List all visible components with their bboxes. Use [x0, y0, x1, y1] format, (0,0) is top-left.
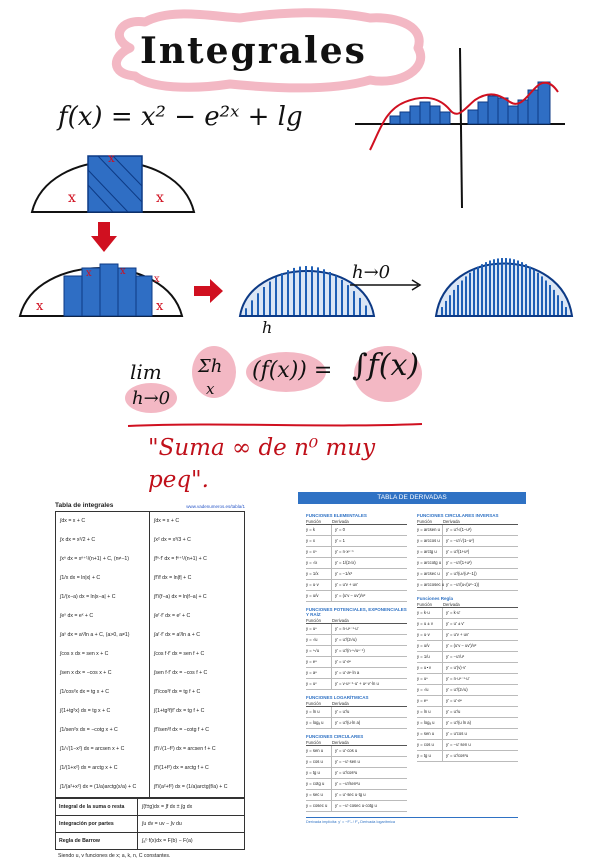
y-axis: [460, 48, 462, 208]
derivative-function: y = tg u: [306, 768, 332, 778]
derivative-result: y' = u'(v)·v': [446, 665, 466, 670]
derivative-result: y' = u'/(n·ⁿ√uⁿ⁻¹): [335, 648, 365, 653]
page-title: Integrales: [140, 30, 367, 72]
derivative-function: y = 1/u: [417, 652, 443, 662]
derivative-result: y' = (u'v − uv')/v²: [446, 643, 477, 648]
derivative-result: y' = 1/(2√x): [335, 560, 356, 565]
derivative-row: [306, 790, 407, 801]
integral-expression: ∫f(x): [352, 348, 420, 383]
integral-formula: ∫x dx = x²/2 + C: [56, 531, 150, 550]
derivative-function: y = √x: [306, 558, 332, 568]
derivative-function: y = uⁿ: [306, 624, 332, 634]
derivative-row: [306, 525, 407, 536]
derivatives-section-title: FUNCIONES ELEMENTALES: [306, 513, 367, 518]
derivative-result: y' = v·uᵛ⁻¹·u' + uᵛ·v'·ln u: [335, 681, 379, 686]
derivative-result: y' = u'/(u√(u²−1)): [446, 571, 477, 576]
derivative-row: [306, 768, 407, 779]
arrow-down-icon: [90, 222, 118, 254]
derivative-row: [306, 569, 407, 580]
derivative-result: y' = u'/(1+u²): [446, 549, 470, 554]
svg-text:x: x: [36, 299, 44, 314]
derivative-function: y = arccotg u: [417, 558, 443, 568]
derivative-function: y = ⁿ√u: [306, 646, 332, 656]
derivative-result: y' = −u'/√(1−u²): [446, 538, 474, 543]
derivative-row: [417, 569, 518, 580]
derivative-row: [417, 525, 518, 536]
integral-formula: ∫x² dx = x³/3 + C: [154, 537, 191, 543]
derivative-function: y = arcsen u: [417, 525, 443, 535]
derivative-row: [306, 746, 407, 757]
rule-name: Integral de la suma o resta: [56, 799, 138, 815]
derivative-function: y = x: [306, 536, 332, 546]
col-der-header: Derivada: [443, 602, 460, 607]
integral-formula: ∫1/(a²+x²) dx = (1/a)arctg(x/a) + C: [56, 778, 150, 797]
derivative-function: y = xⁿ: [306, 547, 332, 557]
derivative-result: y' = u'·eᵘ: [446, 698, 463, 703]
derivative-result: y' = n·uⁿ⁻¹·u': [446, 676, 470, 681]
derivative-result: y' = 0: [335, 527, 345, 532]
derivative-result: y' = 1: [335, 538, 345, 543]
limit-expression: (f(x)) =: [252, 358, 333, 383]
derivative-row: [417, 685, 518, 696]
integral-formula: ∫1/(1+x²) dx = arctg x + C: [56, 759, 150, 778]
graph-bars: [390, 82, 550, 124]
derivative-result: y' = u'·sec u·tg u: [335, 792, 366, 797]
derivative-row: [306, 657, 407, 668]
derivative-result: y' = u'/u: [335, 709, 350, 714]
integral-formula: ∫dx = x + C: [56, 512, 150, 531]
derivative-row: [306, 718, 407, 729]
integral-formula: ∫f'/sen²f dx = −cotg f + C: [154, 727, 210, 733]
col-der-header: Derivada: [332, 701, 349, 706]
derivative-result: y' = u'/(u ln a): [446, 720, 471, 725]
integral-formula: ∫1/sen²x dx = −cotg x + C: [56, 721, 150, 740]
svg-text:x: x: [154, 274, 160, 285]
derivative-result: y' = u'v + uv': [335, 582, 358, 587]
derivative-result: y' = u'/cos²u: [446, 753, 469, 758]
derivative-result: y' = u'·aᵘ·ln a: [335, 670, 360, 675]
derivative-row: [306, 635, 407, 646]
col-der-header: Derivada: [443, 519, 460, 524]
integral-formula: ∫1/cos²x dx = tg x + C: [56, 683, 150, 702]
svg-text:x: x: [86, 268, 92, 279]
integrals-url[interactable]: www.vadenumeros.es/tabla/1: [186, 504, 245, 509]
derivatives-left-column: [306, 508, 407, 812]
derivatives-footer: Derivada implícita: y' = −F'ₓ / F'ᵧ Derivada logarítmica: [306, 817, 518, 824]
label-h: h: [262, 318, 273, 337]
limit-x: x: [206, 380, 215, 398]
integral-formula: ∫fⁿ·f' dx = fⁿ⁺¹/(n+1) + C: [154, 556, 207, 562]
derivative-row: [417, 696, 518, 707]
dome-diagram-2: [16, 252, 186, 332]
col-func-header: Función: [306, 701, 321, 706]
derivative-row: [417, 547, 518, 558]
rule-name: Integración por partes: [56, 816, 138, 832]
derivatives-section-title: Funciones Regla: [417, 596, 454, 601]
integrals-grid: [55, 512, 245, 798]
integration-rule-row: [56, 815, 244, 832]
derivative-function: y = k: [306, 525, 332, 535]
derivative-row: [417, 641, 518, 652]
derivatives-title: TABLA DE DERIVADAS: [298, 492, 526, 504]
svg-text:x: x: [68, 190, 76, 206]
derivative-row: [417, 580, 518, 591]
derivatives-section-title: FUNCIONES CIRCULARES: [306, 734, 364, 739]
derivative-row: [417, 608, 518, 619]
derivative-result: y' = n·uⁿ⁻¹·u': [335, 626, 359, 631]
derivative-result: y' = −u'·cosec u·cotg u: [335, 803, 377, 808]
derivative-row: [417, 674, 518, 685]
svg-text:x: x: [120, 266, 126, 277]
derivative-function: y = eᵘ: [417, 696, 443, 706]
rule-formula: ∫ₐᵇ f(x)dx = F(b) − F(a): [142, 838, 193, 844]
derivative-result: y' = u'/u: [446, 709, 461, 714]
arrow-right-icon: [194, 278, 224, 304]
derivative-result: y' = u'/cos²u: [335, 770, 358, 775]
integral-formula: ∫f'/f dx = ln|f| + C: [154, 575, 192, 581]
col-func-header: Función: [417, 519, 432, 524]
arrow-h-to-0-icon: [348, 278, 424, 292]
derivative-result: y' = −u'/(u√(u²−1)): [446, 582, 480, 587]
derivative-function: y = ln u: [306, 707, 332, 717]
derivative-result: y' = −u' sen u: [446, 742, 471, 747]
derivative-function: y = sen u: [306, 746, 332, 756]
derivative-result: y' = u'/(2√u): [335, 637, 357, 642]
col-der-header: Derivada: [332, 740, 349, 745]
derivative-function: y = tg u: [417, 751, 443, 761]
derivative-function: y = u/v: [417, 641, 443, 651]
integral-formula: ∫f'/(f−a) dx = ln|f−a| + C: [154, 594, 207, 600]
derivative-result: y' = n·xⁿ⁻¹: [335, 549, 354, 554]
derivative-function: y = arccosec u: [417, 580, 443, 590]
derivative-function: y = u∘v: [417, 663, 443, 673]
integral-formula: ∫1/(x−a) dx = ln|x−a| + C: [56, 588, 150, 607]
col-der-header: Derivada: [332, 618, 349, 623]
derivative-row: [417, 630, 518, 641]
derivative-result: y' = −1/x²: [335, 571, 353, 576]
derivative-row: [306, 779, 407, 790]
derivative-result: y' = −u'/sen²u: [335, 781, 360, 786]
derivative-row: [417, 663, 518, 674]
rule-name: Regla de Barrow: [56, 833, 138, 849]
derivative-row: [306, 757, 407, 768]
derivative-row: [306, 679, 407, 690]
integral-formula: ∫1/x dx = ln|x| + C: [56, 569, 150, 588]
integral-formula: ∫eᶠ·f' dx = eᶠ + C: [154, 613, 191, 619]
col-func-header: Función: [306, 740, 321, 745]
derivative-function: y = arcsec u: [417, 569, 443, 579]
integration-rule-row: [56, 798, 244, 815]
derivative-function: y = eᵘ: [306, 657, 332, 667]
riemann-graph: [350, 40, 570, 212]
derivative-function: y = √u: [306, 635, 332, 645]
limit-top: lim: [130, 360, 162, 384]
derivatives-section-title: FUNCIONES CIRCULARES INVERSAS: [417, 513, 499, 518]
derivative-result: y' = (u'v − uv')/v²: [335, 593, 366, 598]
derivative-function: y = ln u: [417, 707, 443, 717]
integrals-title: Tabla de integrales: [55, 502, 114, 509]
integral-formula: ∫xⁿ dx = xⁿ⁺¹/(n+1) + C, (n≠−1): [56, 550, 150, 569]
integral-formula: ∫aˣ dx = aˣ/ln a + C, (a>0, a≠1): [56, 626, 150, 645]
integral-formula: ∫sen x dx = −cos x + C: [56, 664, 150, 683]
derivative-function: y = u/v: [306, 591, 332, 601]
integrals-header: [55, 500, 245, 512]
derivative-row: [306, 624, 407, 635]
derivative-function: y = cos u: [417, 740, 443, 750]
derivatives-section-title: FUNCIONES POTENCIALES, EXPONENCIALES Y RAÍZ: [306, 607, 407, 617]
derivative-row: [417, 718, 518, 729]
derivative-result: y' = u'v + uv': [446, 632, 469, 637]
rule-formula: ∫(f±g)dx = ∫f dx ± ∫g dx: [142, 804, 193, 810]
derivatives-table: [298, 492, 526, 832]
derivative-function: y = arccos u: [417, 536, 443, 546]
derivative-function: y = logₐ u: [417, 718, 443, 728]
integral-formula: ∫1/√(1−x²) dx = arcsen x + C: [56, 740, 150, 759]
integral-formula: ∫f'/√(1−f²) dx = arcsen f + C: [154, 746, 216, 752]
svg-text:x: x: [156, 190, 164, 206]
integral-formula: ∫f'/(a²+f²) dx = (1/a)arctg(f/a) + C: [154, 784, 228, 790]
derivative-row: [417, 536, 518, 547]
integral-formula: ∫aᶠ·f' dx = aᶠ/ln a + C: [154, 632, 201, 638]
derivative-row: [306, 547, 407, 558]
derivative-result: y' = u'·cos u: [335, 748, 358, 753]
derivative-result: y' = −u'·sen u: [335, 759, 360, 764]
derivatives-section-title: FUNCIONES LOGARÍTMICAS: [306, 695, 369, 700]
svg-text:x: x: [108, 151, 115, 165]
quote-text: "Suma ∞ de n⁰ muy peq".: [148, 435, 376, 493]
integration-rule-row: [56, 832, 244, 849]
integral-formula: ∫dx = x + C: [154, 518, 180, 524]
derivative-function: y = uᵛ: [306, 679, 332, 689]
derivative-function: y = u·v: [417, 630, 443, 640]
dome-diagram-4: [432, 246, 576, 322]
derivatives-right-column: [417, 508, 518, 812]
derivative-row: [306, 536, 407, 547]
derivative-row: [417, 707, 518, 718]
derivative-function: y = arctg u: [417, 547, 443, 557]
integral-formula: ∫(1+tg²x) dx = tg x + C: [56, 702, 150, 721]
derivative-result: y' = u'cos u: [446, 731, 467, 736]
integral-formula: ∫eˣ dx = eˣ + C: [56, 607, 150, 626]
derivative-result: y' = u' ± v': [446, 621, 465, 626]
integral-formula: ∫sen f·f' dx = −cos f + C: [154, 670, 208, 676]
derivative-result: y' = u'·eᵘ: [335, 659, 352, 664]
limit-bottom: h→0: [132, 388, 171, 409]
function-expression: f(x) = x² − e²ˣ + lg: [58, 102, 303, 132]
derivative-row: [417, 619, 518, 630]
derivative-row: [417, 729, 518, 740]
derivative-row: [417, 740, 518, 751]
derivative-function: y = k·u: [417, 608, 443, 618]
derivative-function: y = u·v: [306, 580, 332, 590]
label-h-to-0: h→0: [352, 262, 391, 283]
derivative-function: y = 1/x: [306, 569, 332, 579]
derivative-function: y = logₐ u: [306, 718, 332, 728]
integral-formula: ∫cos x dx = sen x + C: [56, 645, 150, 664]
integrals-table: [55, 500, 245, 859]
derivative-function: y = cos u: [306, 757, 332, 767]
derivative-function: y = aᵘ: [306, 668, 332, 678]
derivative-row: [417, 558, 518, 569]
integrals-footer: Siendo u, v funciones de x; a, k, n, C constantes.: [58, 853, 171, 859]
derivative-result: y' = −u'/u²: [446, 654, 465, 659]
derivative-result: y' = u'/(u·ln a): [335, 720, 361, 725]
dome-diagram-1: [28, 140, 198, 220]
limit-sum: Σh: [198, 356, 223, 377]
integral-formula: ∫f'/(1+f²) dx = arctg f + C: [154, 765, 209, 771]
derivative-result: y' = u'/√(1−u²): [446, 527, 472, 532]
integral-formula: ∫cos f·f' dx = sen f + C: [154, 651, 205, 657]
rule-formula: ∫u dv = uv − ∫v du: [142, 821, 182, 827]
derivative-function: y = cosec u: [306, 801, 332, 811]
derivative-row: [417, 652, 518, 663]
red-underline: [126, 418, 426, 432]
derivative-function: y = √u: [417, 685, 443, 695]
integral-formula: ∫(1+tg²f)f' dx = tg f + C: [154, 708, 205, 714]
derivative-function: y = sen u: [417, 729, 443, 739]
col-func-header: Función: [306, 519, 321, 524]
col-func-header: Función: [306, 618, 321, 623]
derivative-function: y = uⁿ: [417, 674, 443, 684]
integrals-rules: [55, 798, 245, 850]
derivative-function: y = cotg u: [306, 779, 332, 789]
derivative-function: y = u ± v: [417, 619, 443, 629]
derivative-function: y = sec u: [306, 790, 332, 800]
col-func-header: Función: [417, 602, 432, 607]
derivative-row: [306, 801, 407, 812]
col-der-header: Derivada: [332, 519, 349, 524]
derivative-row: [306, 646, 407, 657]
derivative-result: y' = k·u': [446, 610, 461, 615]
derivative-row: [306, 558, 407, 569]
derivative-row: [306, 580, 407, 591]
derivative-result: y' = u'/(2√u): [446, 687, 468, 692]
derivative-row: [417, 751, 518, 762]
integral-formula: ∫f'/cos²f dx = tg f + C: [154, 689, 201, 695]
svg-text:x: x: [156, 299, 164, 314]
derivative-row: [306, 668, 407, 679]
derivative-row: [306, 591, 407, 602]
derivative-result: y' = −u'/(1+u²): [446, 560, 472, 565]
derivative-row: [306, 707, 407, 718]
